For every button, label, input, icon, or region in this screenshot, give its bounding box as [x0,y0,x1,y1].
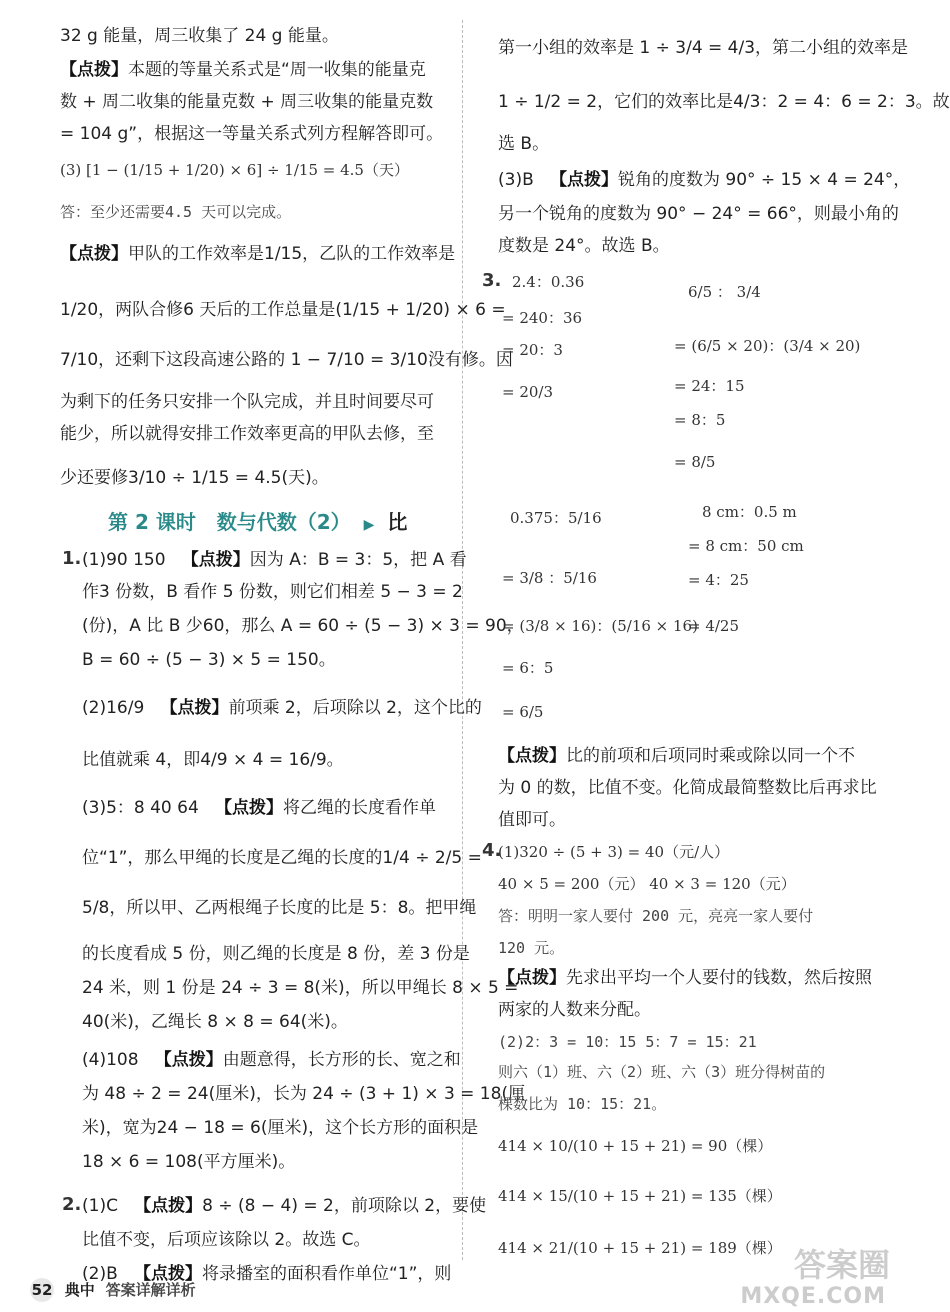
equation-line: = 20：3 [502,341,563,359]
question-number: 2. [62,1194,82,1215]
text-line: 1 ÷ 1/2 = 2，它们的效率比是4/3：2 = 4：6 = 2：3。故 [498,92,950,112]
equation-line: = 240：36 [502,309,583,327]
text-line: B = 60 ÷ (5 − 3) × 5 = 150。 [82,650,336,670]
text-line: 为剩下的任务只安排一个队完成，并且时间要尽可 [60,392,434,412]
equation-line: 40 × 5 = 200（元） 40 × 3 = 120（元） [498,875,796,893]
text-line: 为 48 ÷ 2 = 24(厘米)，长为 24 ÷ (3 + 1) × 3 = 18(厘 [82,1084,526,1104]
text-line: (2)B 【点拨】将录播室的面积看作单位“1”，则 [82,1264,452,1284]
text-line: 少还要修3/10 ÷ 1/15 = 4.5(天)。 [60,468,329,488]
equation-line: = (3/8 × 16)：(5/16 × 16) [502,617,698,635]
answer-line: 答：至少还需要4.5 天可以完成。 [60,203,292,221]
equation-line: (1)320 ÷ (5 + 3) = 40（元/人） [498,843,730,861]
equation-line: (3) [1 − (1/15 + 1/20) × 6] ÷ 1/15 = 4.5（天） [60,161,409,179]
text-line: (3)5：8 40 64 【点拨】将乙绳的长度看作单 [82,798,437,818]
equation-line: = 20/3 [502,383,554,401]
equation-line: = 8 cm：50 cm [688,537,804,555]
equation-line: 414 × 21/(10 + 15 + 21) = 189（棵） [498,1239,782,1257]
text-line: (2)16/9 【点拨】前项乘 2，后项除以 2，这个比的 [82,698,482,718]
equation-line: = 8/5 [674,453,716,471]
equation-line: (2)2：3 = 10：15 5：7 = 15：21 [498,1033,757,1051]
watermark-text: 答案圈 [793,1246,890,1284]
footer-title: 答案详解详析 [105,1281,196,1299]
text-line: 【点拨】比的前项和后项同时乘或除以同一个不 [498,746,855,766]
brand-logo: 典中 [64,1281,95,1299]
text-line: 选 B。 [498,134,550,154]
text-line: (1)90 150 【点拨】因为 A：B = 3：5，把 A 看 [82,550,467,570]
page-footer [30,1278,196,1302]
equation-line: = (6/5 × 20)：(3/4 × 20) [674,337,861,355]
hint-tag: 【点拨】 [60,60,128,80]
text-line: 24 米，则 1 份是 24 ÷ 3 = 8(米)，所以甲绳长 8 × 5 = [82,978,519,998]
text-line: 米)，宽为24 − 18 = 6(厘米)，这个长方形的面积是 [82,1118,479,1138]
text-line: (3)B 【点拨】锐角的度数为 90° ÷ 15 × 4 = 24°， [498,170,911,190]
text-line: 为 0 的数，比值不变。化简成最简整数比后再求比 [498,778,877,798]
answer-line: 则六（1）班、六（2）班、六（3）班分得树苗的 [498,1063,826,1081]
text-line: 两家的人数来分配。 [498,1000,651,1020]
equation-line: = 4：25 [688,571,749,589]
text-line: 【点拨】甲队的工作效率是1/15，乙队的工作效率是 [60,244,456,264]
text-line: (4)108 【点拨】由题意得，长方形的长、宽之和 [82,1050,461,1070]
equation-line: = 3/8 ：5/16 [502,569,597,587]
text-line: (1)C 【点拨】8 ÷ (8 − 4) = 2，前项除以 2，要使 [82,1196,487,1216]
text-line: 能少，所以就得安排工作效率更高的甲队去修，至 [60,424,434,444]
equation-line: = 6/5 [502,703,544,721]
text-line: 比值就乘 4，即4/9 × 4 = 16/9。 [82,750,344,770]
equation-line: 6/5 ： 3/4 [688,283,761,301]
equation-line: = 4/25 [688,617,740,635]
equation-line: 0.375：5/16 [510,509,602,527]
equation-line: 414 × 10/(10 + 15 + 21) = 90（棵） [498,1137,773,1155]
text-line: 值即可。 [498,810,566,830]
text-line: 5/8，所以甲、乙两根绳子长度的比是 5：8。把甲绳 [82,898,477,918]
text-line: 7/10，还剩下这段高速公路的 1 − 7/10 = 3/10没有修。因 [60,350,513,370]
text-line: 数 + 周二收集的能量克数 + 周三收集的能量克数 [60,92,434,112]
equation-line: 2.4：0.36 [512,273,585,291]
equation-line: 8 cm：0.5 m [702,503,797,521]
text-line: 18 × 6 = 108(平方厘米)。 [82,1152,296,1172]
text-line: 另一个锐角的度数为 90° − 24° = 66°，则最小角的 [498,204,899,224]
text-line: 第一小组的效率是 1 ÷ 3/4 = 4/3，第二小组的效率是 [498,38,909,58]
text-line: 作3 份数，B 看作 5 份数，则它们相差 5 − 3 = 2 [82,582,463,602]
question-number: 3. [482,270,502,291]
equation-line: = 8：5 [674,411,726,429]
text-line: 32 g 能量，周三收集了 24 g 能量。 [60,26,339,46]
watermark-url: MXQE.COM [740,1284,886,1309]
page-number: 52 [30,1278,54,1302]
hint-tag: 【点拨】 [60,244,128,264]
text-line: 40(米)，乙绳长 8 × 8 = 64(米)。 [82,1012,348,1032]
answer-line: 棵数比为 10：15：21。 [498,1095,667,1113]
triangle-icon: ▶ [363,517,375,533]
text-line: 比值不变，后项应该除以 2。故选 C。 [82,1230,371,1250]
answer-line: 120 元。 [498,939,565,957]
text-line: 1/20，两队合修6 天后的工作总量是(1/15 + 1/20) × 6 = [60,300,506,320]
text-line: 【点拨】本题的等量关系式是“周一收集的能量克 [60,60,426,80]
text-line: 度数是 24°。故选 B。 [498,236,670,256]
equation-line: = 6：5 [502,659,554,677]
column-divider [462,20,463,1260]
text-line: 【点拨】先求出平均一个人要付的钱数，然后按照 [498,968,872,988]
equation-line: 414 × 15/(10 + 15 + 21) = 135（棵） [498,1187,782,1205]
question-number: 1. [62,548,82,569]
text-line: 位“1”，那么甲绳的长度是乙绳的长度的1/4 ÷ 2/5 = [82,848,482,868]
text-line: (份)，A 比 B 少60，那么 A = 60 ÷ (5 − 3) × 3 = 90， [82,616,524,636]
text-line: 的长度看成 5 份，则乙绳的长度是 8 份，差 3 份是 [82,944,470,964]
answer-line: 答：明明一家人要付 200 元，亮亮一家人要付 [498,907,814,925]
question-number: 4. [482,840,502,861]
text-line: = 104 g”，根据这一等量关系式列方程解答即可。 [60,124,444,144]
section-title: 第 2 课时 数与代数（2） ▶ 比 [108,510,408,534]
equation-line: = 24：15 [674,377,745,395]
